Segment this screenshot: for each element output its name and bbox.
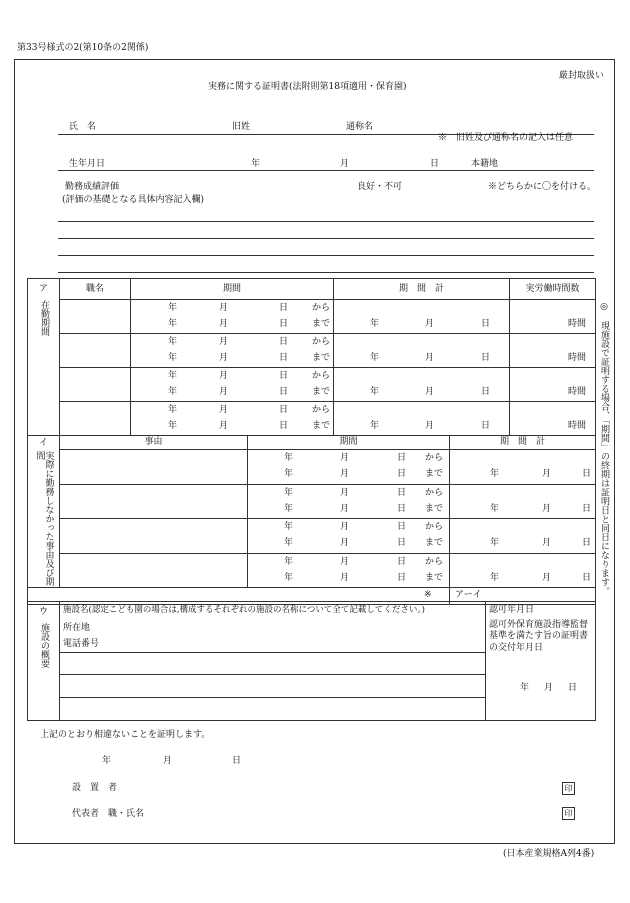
table-row — [28, 300, 596, 334]
reason-cell[interactable] — [60, 553, 248, 587]
representative-label: 代表者 職・氏名 — [72, 809, 145, 819]
evaluation-note: ※どちらかに〇を付ける。 — [488, 182, 597, 192]
header-total: 期 間 計 — [334, 279, 510, 300]
phone-label: 電話番号 — [63, 639, 100, 649]
section-b-letter: イ — [38, 438, 48, 448]
period-cell[interactable]: 年 月 日 から 年 月 日 まで — [248, 450, 450, 484]
paper-size-note: (日本産業規格A列4番) — [503, 849, 595, 859]
table-row — [28, 402, 596, 436]
section-a-label: 在勤期間 — [39, 300, 49, 336]
domicile-label: 本籍地 — [471, 159, 499, 169]
total-cell[interactable]: 年 月 日 — [334, 402, 510, 436]
basis-line-1 — [58, 221, 594, 222]
hours-cell[interactable]: 時間 — [510, 368, 596, 402]
form-title: 実務に関する証明書(法附則第18項適用・保育園) — [208, 82, 407, 92]
period-cell[interactable]: 年 月 日 から 年 月 日 まで — [131, 334, 334, 368]
section-c-table — [27, 601, 596, 721]
founder-seal[interactable]: 印 — [562, 782, 575, 795]
birth-day: 日 — [430, 159, 440, 169]
facility-name-label: 施設名(認定こども園の場合は,構成するそれぞれの施設の名称について全て記載してください。) — [63, 605, 425, 615]
table-row — [28, 519, 596, 553]
post-cell[interactable] — [60, 300, 131, 334]
table-row — [28, 334, 596, 368]
header-reason: 事由 — [60, 436, 248, 450]
header-hours: 実労働時間数 — [510, 279, 596, 300]
birth-underline — [58, 170, 594, 171]
post-cell[interactable] — [60, 402, 131, 436]
common-name-label: 通称名 — [346, 122, 374, 132]
hours-cell[interactable]: 時間 — [510, 334, 596, 368]
section-b-table — [27, 435, 596, 605]
total-cell[interactable]: 年 月 日 — [450, 519, 596, 553]
table-row — [28, 484, 596, 518]
old-name-label: 旧姓 — [232, 122, 251, 132]
section-a-label-cell — [28, 279, 60, 436]
facility-info-cell[interactable] — [60, 602, 486, 653]
facility-line-1[interactable] — [60, 653, 486, 675]
difference-mark: ※ — [424, 590, 432, 600]
total-cell[interactable]: 年 月 日 — [334, 368, 510, 402]
evaluation-basis: (評価の基礎となる具体内容記入欄) — [62, 195, 205, 205]
certify-statement: 上記のとおり相違ないことを証明します。 — [40, 730, 211, 740]
sealed-label: 厳封取扱い — [559, 71, 605, 81]
section-b-label-cell — [28, 436, 60, 588]
approval-cell[interactable]: 認可年月日 認可外保育施設指導監督基準を満たす旨の証明書の交付年月日 年 月 日 — [486, 602, 596, 721]
header-period: 期間 — [131, 279, 334, 300]
period-cell[interactable]: 年 月 日 から 年 月 日 まで — [248, 484, 450, 518]
reason-cell[interactable] — [60, 484, 248, 518]
table-row — [28, 450, 596, 484]
table-row — [28, 553, 596, 587]
section-c-letter: ウ — [38, 607, 48, 617]
reason-cell[interactable] — [60, 519, 248, 553]
non-approved-note: 認可外保育施設指導監督基準を満たす旨の証明書の交付年月日 — [489, 620, 589, 653]
basis-line-3 — [58, 255, 594, 256]
side-note: ◎ 現施設で証明する場合、「期間」の終期は証明日と同日になります。 — [599, 302, 609, 596]
basis-line-4 — [58, 272, 594, 273]
facility-line-2[interactable] — [60, 675, 486, 698]
approval-date-label: 認可年月日 — [489, 605, 535, 615]
hours-cell[interactable]: 時間 — [510, 300, 596, 334]
reason-cell[interactable] — [60, 450, 248, 484]
total-cell[interactable]: 年 月 日 — [450, 450, 596, 484]
representative-seal[interactable]: 印 — [562, 807, 575, 820]
certify-day: 日 — [232, 756, 242, 766]
section-c-label-cell — [28, 602, 60, 721]
birth-label: 生年月日 — [69, 159, 106, 169]
post-cell[interactable] — [60, 334, 131, 368]
birth-month: 月 — [340, 159, 350, 169]
certify-month: 月 — [163, 756, 173, 766]
hours-cell[interactable]: 時間 — [510, 402, 596, 436]
facility-line-3[interactable] — [60, 698, 486, 721]
header-post: 職名 — [60, 279, 131, 300]
total-cell[interactable]: 年 月 日 — [450, 553, 596, 587]
name-label: 氏 名 — [69, 122, 97, 132]
period-cell[interactable]: 年 月 日 から 年 月 日 まで — [248, 519, 450, 553]
period-cell[interactable]: 年 月 日 から 年 月 日 まで — [131, 402, 334, 436]
form-id: 第33号様式の2(第10条の2関係) — [17, 43, 149, 53]
total-cell[interactable]: 年 月 日 — [334, 334, 510, 368]
total-cell[interactable]: 年 月 日 — [450, 484, 596, 518]
section-b-label: 実際に勤務しなかった事由及び期間 — [34, 451, 54, 586]
period-cell[interactable]: 年 月 日 から 年 月 日 まで — [131, 300, 334, 334]
basis-line-2 — [58, 238, 594, 239]
founder-label: 設 置 者 — [72, 783, 118, 793]
section-a-letter: ア — [38, 284, 48, 294]
evaluation-label: 勤務成績評価 — [65, 182, 120, 192]
address-label: 所在地 — [63, 623, 91, 633]
certify-year: 年 — [102, 756, 112, 766]
period-cell[interactable]: 年 月 日 から 年 月 日 まで — [131, 368, 334, 402]
header-period: 期間 — [248, 436, 450, 450]
difference-formula: アーイ — [455, 590, 482, 600]
evaluation-options: 良好・不可 — [357, 182, 403, 192]
table-row — [28, 368, 596, 402]
total-cell[interactable]: 年 月 日 — [334, 300, 510, 334]
name-note: ※ 旧姓及び通称名の記入は任意 — [438, 133, 574, 143]
post-cell[interactable] — [60, 368, 131, 402]
section-a-table — [27, 278, 596, 436]
section-c-label: 施設の概要 — [39, 623, 49, 668]
period-cell[interactable]: 年 月 日 から 年 月 日 まで — [248, 553, 450, 587]
birth-year: 年 — [251, 159, 261, 169]
header-total: 期 間 計 — [450, 436, 596, 450]
